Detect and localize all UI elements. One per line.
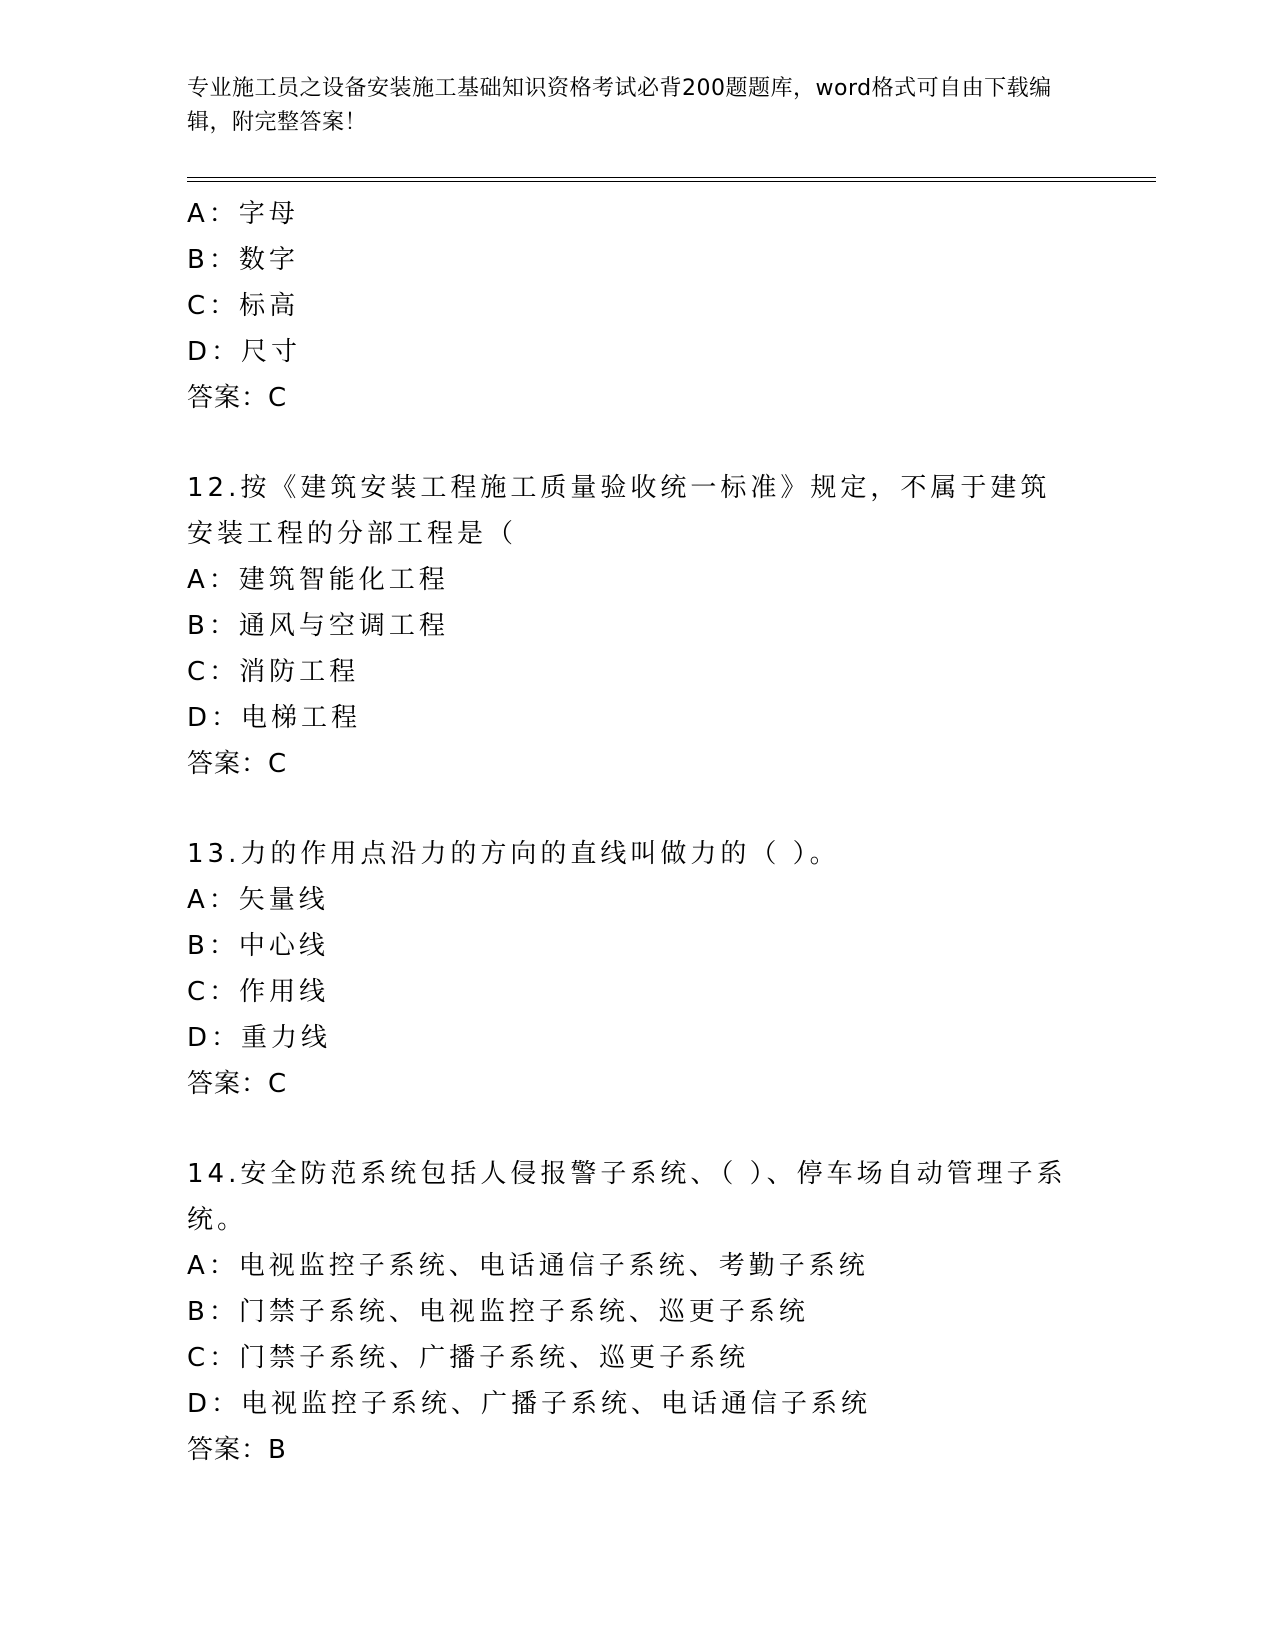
option-c: C：消防工程 <box>187 657 360 687</box>
answer: 答案：C <box>187 749 288 779</box>
question-14 <box>187 1151 1107 1473</box>
document-header: 专业施工员之设备安装施工基础知识资格考试必背200题题库，word格式可自由下载编辑，附完整答案！ <box>187 76 1052 135</box>
option-a: A：矢量线 <box>187 885 329 915</box>
option-a: A：建筑智能化工程 <box>187 565 449 595</box>
answer: 答案：B <box>187 1435 287 1465</box>
question-13 <box>187 831 1107 1107</box>
option-b: B：门禁子系统、电视监控子系统、巡更子系统 <box>187 1297 809 1327</box>
question-12 <box>187 465 1107 787</box>
question-11 <box>187 191 1107 421</box>
answer: 答案：C <box>187 383 288 413</box>
option-b: B：中心线 <box>187 931 329 961</box>
option-b: B：通风与空调工程 <box>187 611 449 641</box>
option-c: C：标高 <box>187 291 300 321</box>
question-text: 14.安全防范系统包括人侵报警子系统、（ ）、停车场自动管理子系统。 <box>187 1159 1067 1235</box>
option-d: D：电梯工程 <box>187 703 362 733</box>
question-list <box>187 191 1107 1473</box>
option-b: B：数字 <box>187 245 299 275</box>
answer: 答案：C <box>187 1069 288 1099</box>
option-d: D：重力线 <box>187 1023 332 1053</box>
question-text: 12.按《建筑安装工程施工质量验收统一标准》规定，不属于建筑安装工程的分部工程是（ <box>187 473 1051 549</box>
option-d: D：尺寸 <box>187 337 302 367</box>
header-double-rule <box>187 177 1156 182</box>
question-text: 13.力的作用点沿力的方向的直线叫做力的（ ）。 <box>187 839 840 869</box>
option-c: C：门禁子系统、广播子系统、巡更子系统 <box>187 1343 750 1373</box>
option-d: D：电视监控子系统、广播子系统、电话通信子系统 <box>187 1389 872 1419</box>
option-a: A：电视监控子系统、电话通信子系统、考勤子系统 <box>187 1251 869 1281</box>
option-a: A：字母 <box>187 199 299 229</box>
option-c: C：作用线 <box>187 977 330 1007</box>
